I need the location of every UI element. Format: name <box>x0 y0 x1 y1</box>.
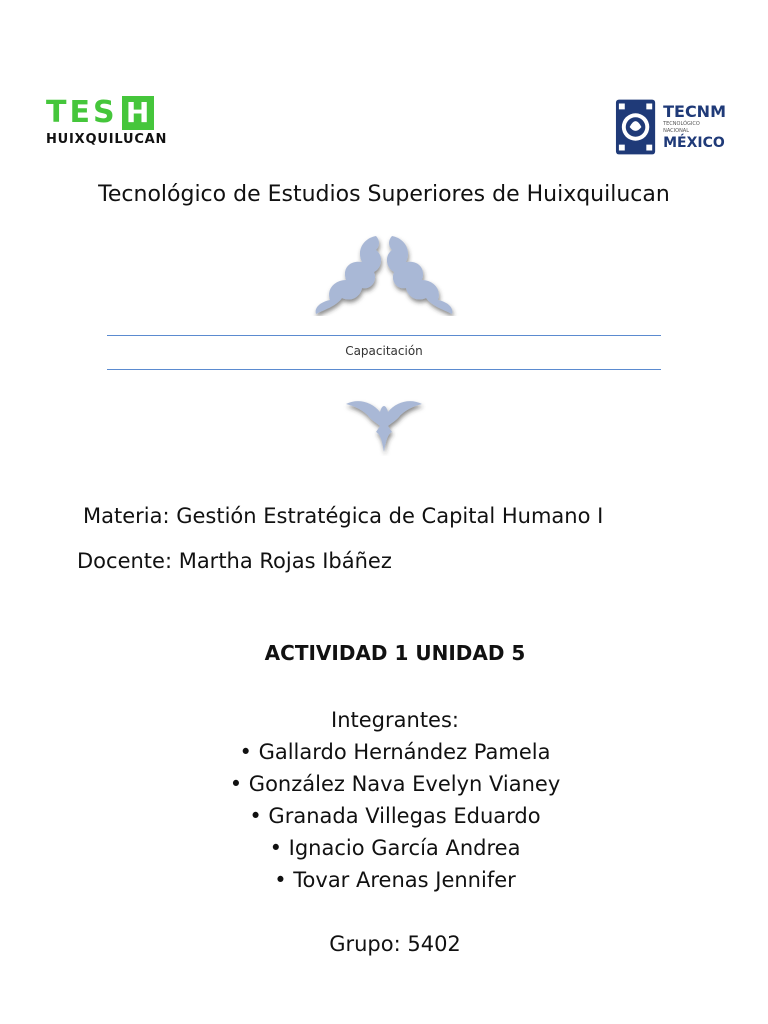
member-item: • González Nava Evelyn Vianey <box>229 772 561 796</box>
institution-title: Tecnológico de Estudios Superiores de Huixquilucan <box>98 182 670 207</box>
tecnm-tagline: TECNOLÓGICO NACIONAL <box>663 121 700 134</box>
gear-eagle-icon <box>614 97 657 157</box>
tecnm-country: MÉXICO <box>663 135 725 151</box>
members-heading: Integrantes: <box>331 708 459 732</box>
floral-ornament-top <box>306 228 462 316</box>
subject-caption: Capacitación <box>345 344 423 358</box>
member-item: • Gallardo Hernández Pamela <box>239 740 551 764</box>
tesh-logo <box>46 96 171 150</box>
docente-line: Docente: Martha Rojas Ibáñez <box>77 549 392 573</box>
tesh-logo-h: H <box>122 96 154 130</box>
member-item: • Granada Villegas Eduardo <box>249 804 541 828</box>
activity-title: ACTIVIDAD 1 UNIDAD 5 <box>264 641 526 665</box>
tecnm-logo <box>614 96 726 158</box>
tesh-logo-subtitle: HUIXQUILUCAN <box>46 132 168 147</box>
tesh-logo-letters: TES <box>46 95 118 130</box>
member-item: • Ignacio García Andrea <box>269 836 521 860</box>
tecnm-name: TECNM <box>663 102 726 121</box>
divider-bottom <box>107 369 661 370</box>
divider-top <box>107 335 661 336</box>
group-line: Grupo: 5402 <box>329 932 461 956</box>
members-block <box>0 704 768 896</box>
member-item: • Tovar Arenas Jennifer <box>274 868 516 892</box>
floral-ornament-bottom <box>342 396 426 456</box>
materia-line: Materia: Gestión Estratégica de Capital Humano I <box>83 504 604 528</box>
